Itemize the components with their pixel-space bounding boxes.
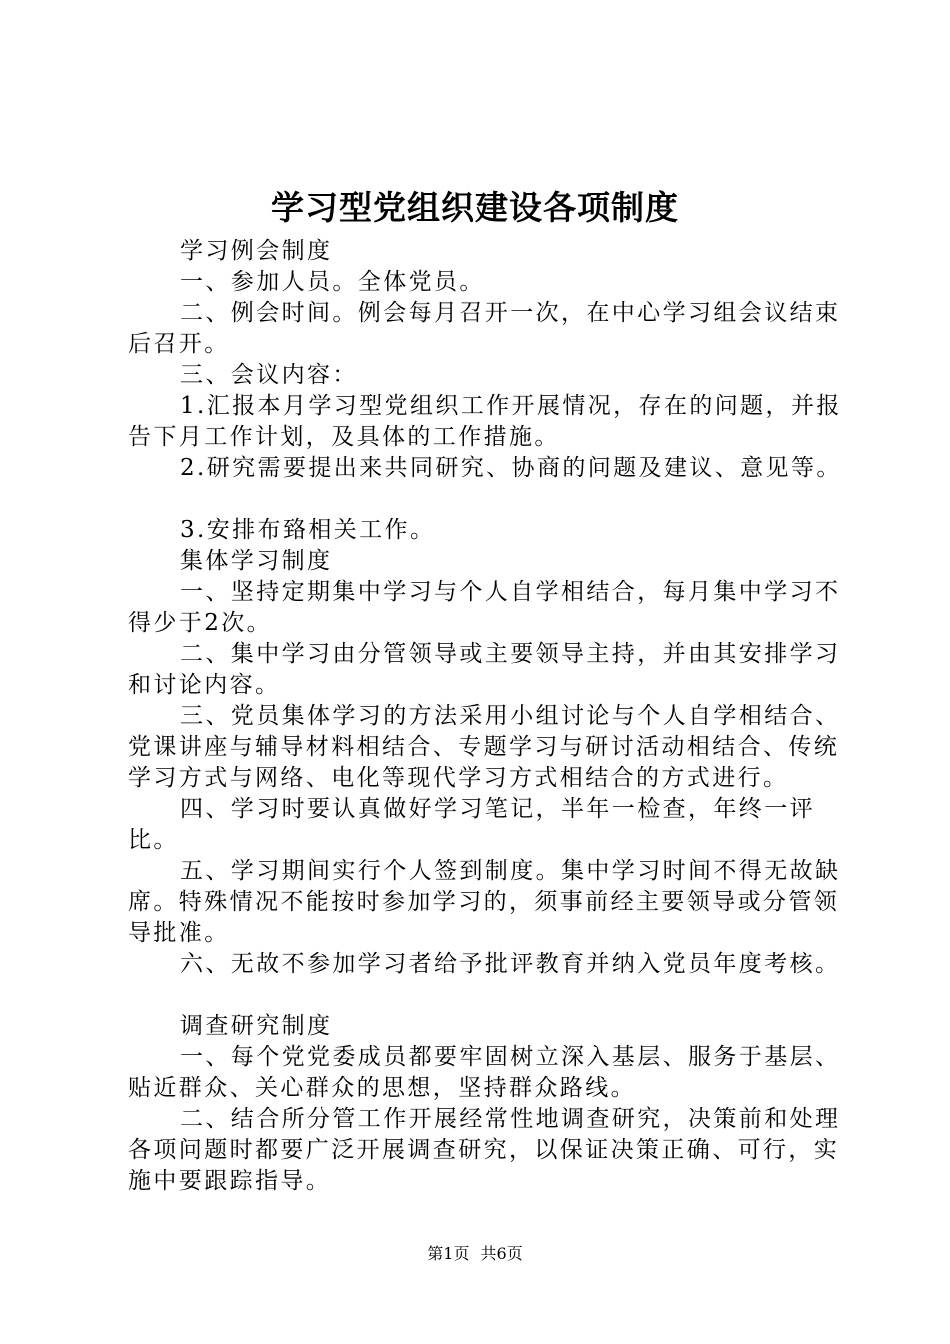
- paragraph: 六、无故不参加学习者给予批评教育并纳入党员年度考核。: [180, 951, 841, 977]
- paragraph-gap: [128, 484, 850, 515]
- section-heading-research: 调查研究制度: [180, 1013, 333, 1039]
- paragraph: 1.汇报本月学习型党组织工作开展情况，存在的问题，并报告下月工作计划，及具体的工作措施。: [128, 393, 842, 450]
- paragraph: 一、每个党党委成员都要牢固树立深入基层、服务于基层、贴近群众、关心群众的思想，坚持群众路线。: [128, 1044, 841, 1101]
- document-body: [128, 236, 850, 1197]
- paragraph: 二、例会时间。例会每月召开一次，在中心学习组会议结束后召开。: [128, 300, 841, 357]
- paragraph-gap: [128, 980, 850, 1011]
- paragraph: 2.研究需要提出来共同研究、协商的问题及建议、意见等。: [180, 455, 842, 481]
- page-number: 第1页: [427, 1244, 470, 1263]
- page-footer: [0, 1243, 950, 1265]
- paragraph: 三、党员集体学习的方法采用小组讨论与个人自学相结合、党课讲座与辅导材料相结合、专题学习与研讨活动相结合、传统学习方式与网络、电化等现代学习方式相结合的方式进行。: [128, 703, 841, 791]
- section-heading-study-meeting: 学习例会制度: [180, 238, 333, 264]
- document-title: 学习型党组织建设各项制度: [271, 188, 679, 227]
- page-total: 共6页: [480, 1244, 523, 1263]
- paragraph: 一、坚持定期集中学习与个人自学相结合，每月集中学习不得少于2次。: [128, 579, 841, 636]
- paragraph: 二、集中学习由分管领导或主要领导主持，并由其安排学习和讨论内容。: [128, 641, 841, 698]
- paragraph: 四、学习时要认真做好学习笔记，半年一检查，年终一评比。: [128, 796, 815, 853]
- paragraph: 一、参加人员。全体党员。: [180, 269, 485, 295]
- paragraph: 3.安排布臵相关工作。: [180, 517, 436, 543]
- section-heading-group-study: 集体学习制度: [180, 548, 333, 574]
- paragraph: 五、学习期间实行个人签到制度。集中学习时间不得无故缺席。特殊情况不能按时参加学习的，须事前经主要领导或分管领导批准。: [128, 858, 841, 946]
- paragraph: 二、结合所分管工作开展经常性地调查研究，决策前和处理各项问题时都要广泛开展调查研究，以保证决策正确、可行，实施中要跟踪指导。: [128, 1106, 841, 1194]
- paragraph: 三、会议内容：: [180, 362, 358, 388]
